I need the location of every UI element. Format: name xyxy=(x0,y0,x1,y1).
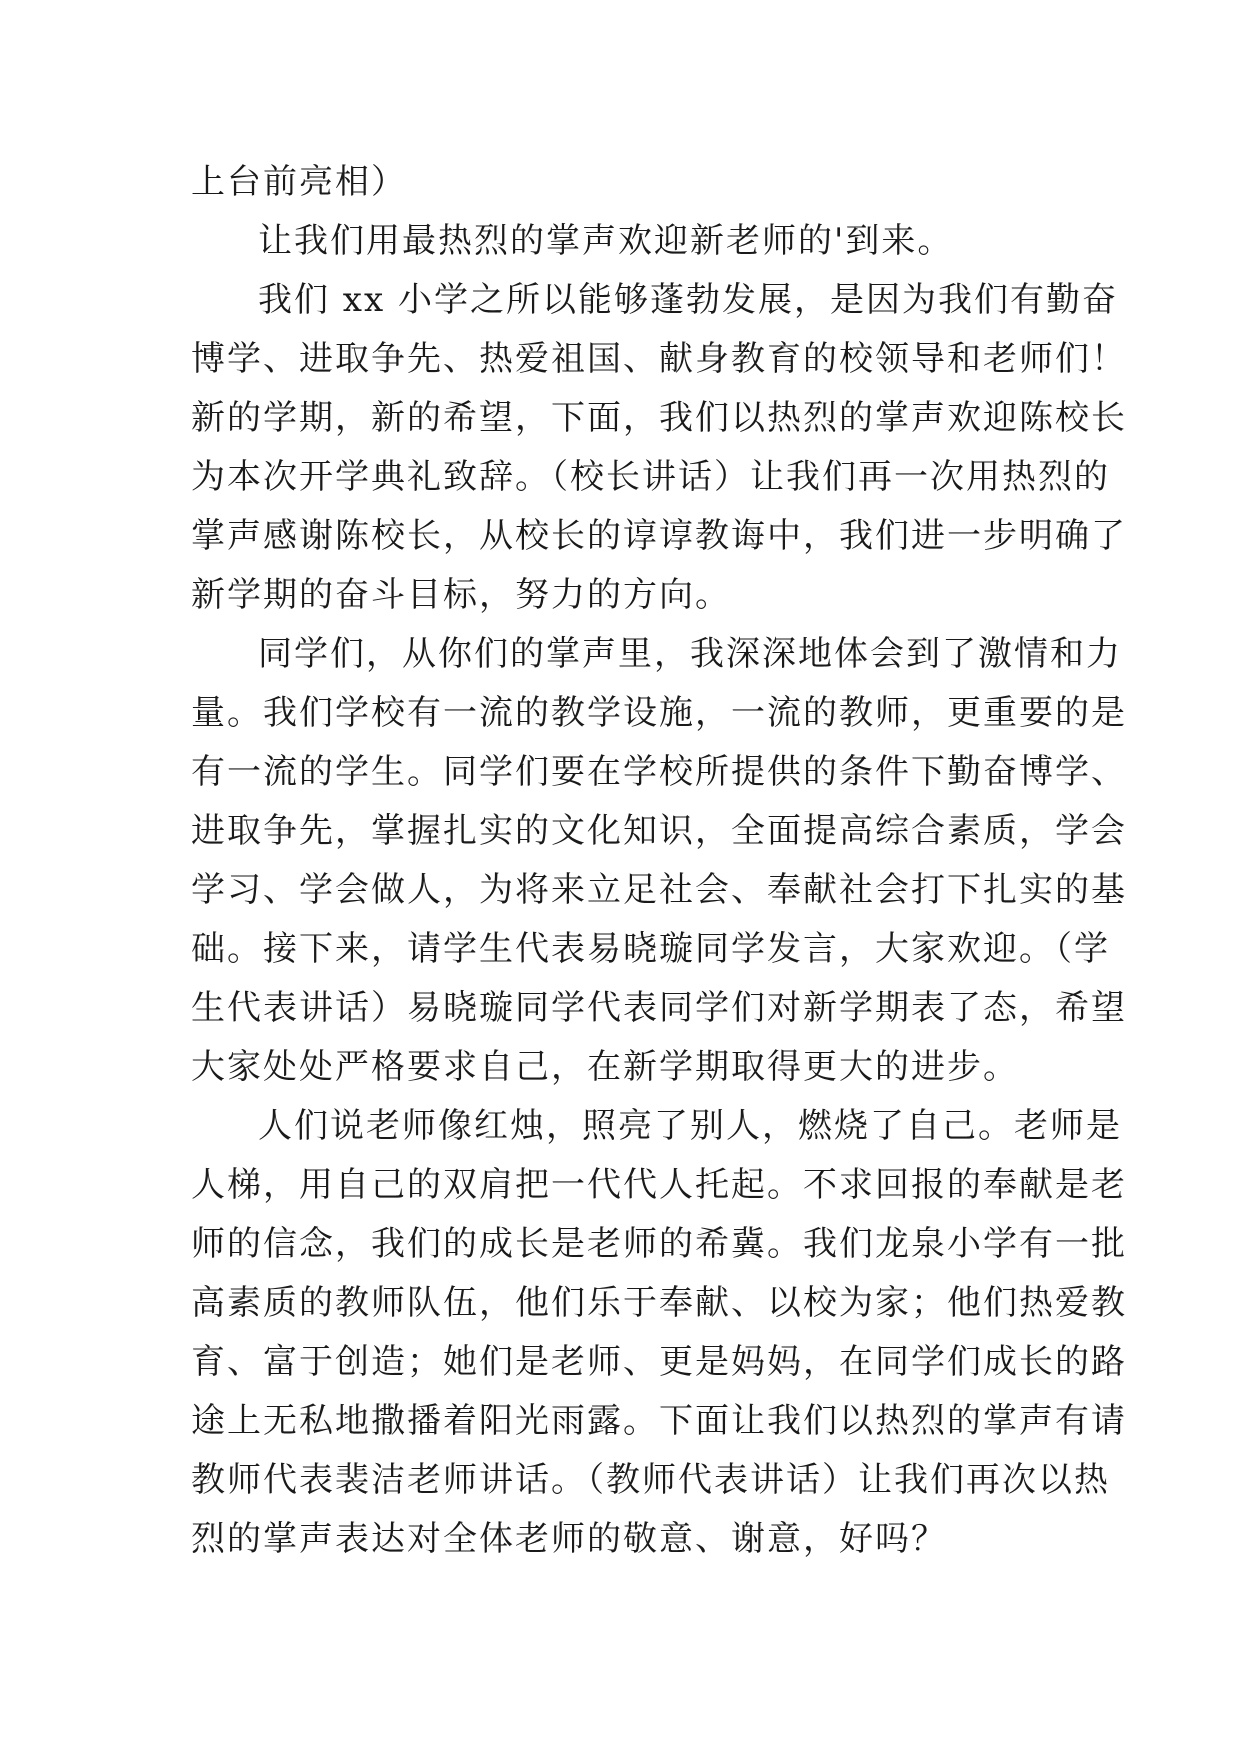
text-line: 让我们用最热烈的掌声欢迎新老师的'到来。 xyxy=(258,221,954,261)
text-line: 上台前亮相） xyxy=(191,162,407,202)
text-line: 途上无私地撒播着阳光雨露。下面让我们以热烈的掌声有请 xyxy=(191,1401,1127,1441)
text-line: 人梯，用自己的双肩把一代代人托起。不求回报的奉献是老 xyxy=(191,1165,1127,1205)
text-line: 学习、学会做人，为将来立足社会、奉献社会打下扎实的基 xyxy=(191,870,1127,910)
text-line: 进取争先，掌握扎实的文化知识，全面提高综合素质，学会 xyxy=(191,811,1127,851)
text-line: 新的学期，新的希望，下面，我们以热烈的掌声欢迎陈校长 xyxy=(191,398,1127,438)
text-line: 掌声感谢陈校长，从校长的谆谆教诲中，我们进一步明确了 xyxy=(191,516,1127,556)
text-line: 烈的掌声表达对全体老师的敬意、谢意，好吗？ xyxy=(191,1519,947,1559)
text-line: 博学、进取争先、热爱祖国、献身教育的校领导和老师们！ xyxy=(191,339,1127,379)
text-line: 为本次开学典礼致辞。（校长讲话）让我们再一次用热烈的 xyxy=(191,457,1110,497)
text-line: 有一流的学生。同学们要在学校所提供的条件下勤奋博学、 xyxy=(191,752,1127,792)
text-line: 师的信念，我们的成长是老师的希冀。我们龙泉小学有一批 xyxy=(191,1224,1127,1264)
text-line: 我们 xx 小学之所以能够蓬勃发展，是因为我们有勤奋 xyxy=(258,280,1118,320)
text-line: 新学期的奋斗目标，努力的方向。 xyxy=(191,575,731,615)
text-line: 量。我们学校有一流的教学设施，一流的教师，更重要的是 xyxy=(191,693,1127,733)
text-line: 生代表讲话）易晓璇同学代表同学们对新学期表了态，希望 xyxy=(191,988,1127,1028)
text-line: 人们说老师像红烛，照亮了别人，燃烧了自己。老师是 xyxy=(258,1106,1122,1146)
text-line: 同学们，从你们的掌声里，我深深地体会到了激情和力 xyxy=(258,634,1122,674)
text-line: 育、富于创造；她们是老师、更是妈妈，在同学们成长的路 xyxy=(191,1342,1127,1382)
text-line: 高素质的教师队伍，他们乐于奉献、以校为家；他们热爱教 xyxy=(191,1283,1127,1323)
text-line: 础。接下来，请学生代表易晓璇同学发言，大家欢迎。（学 xyxy=(191,929,1110,969)
text-line: 教师代表裴洁老师讲话。（教师代表讲话）让我们再次以热 xyxy=(191,1460,1110,1500)
text-line: 大家处处严格要求自己，在新学期取得更大的进步。 xyxy=(191,1047,1019,1087)
